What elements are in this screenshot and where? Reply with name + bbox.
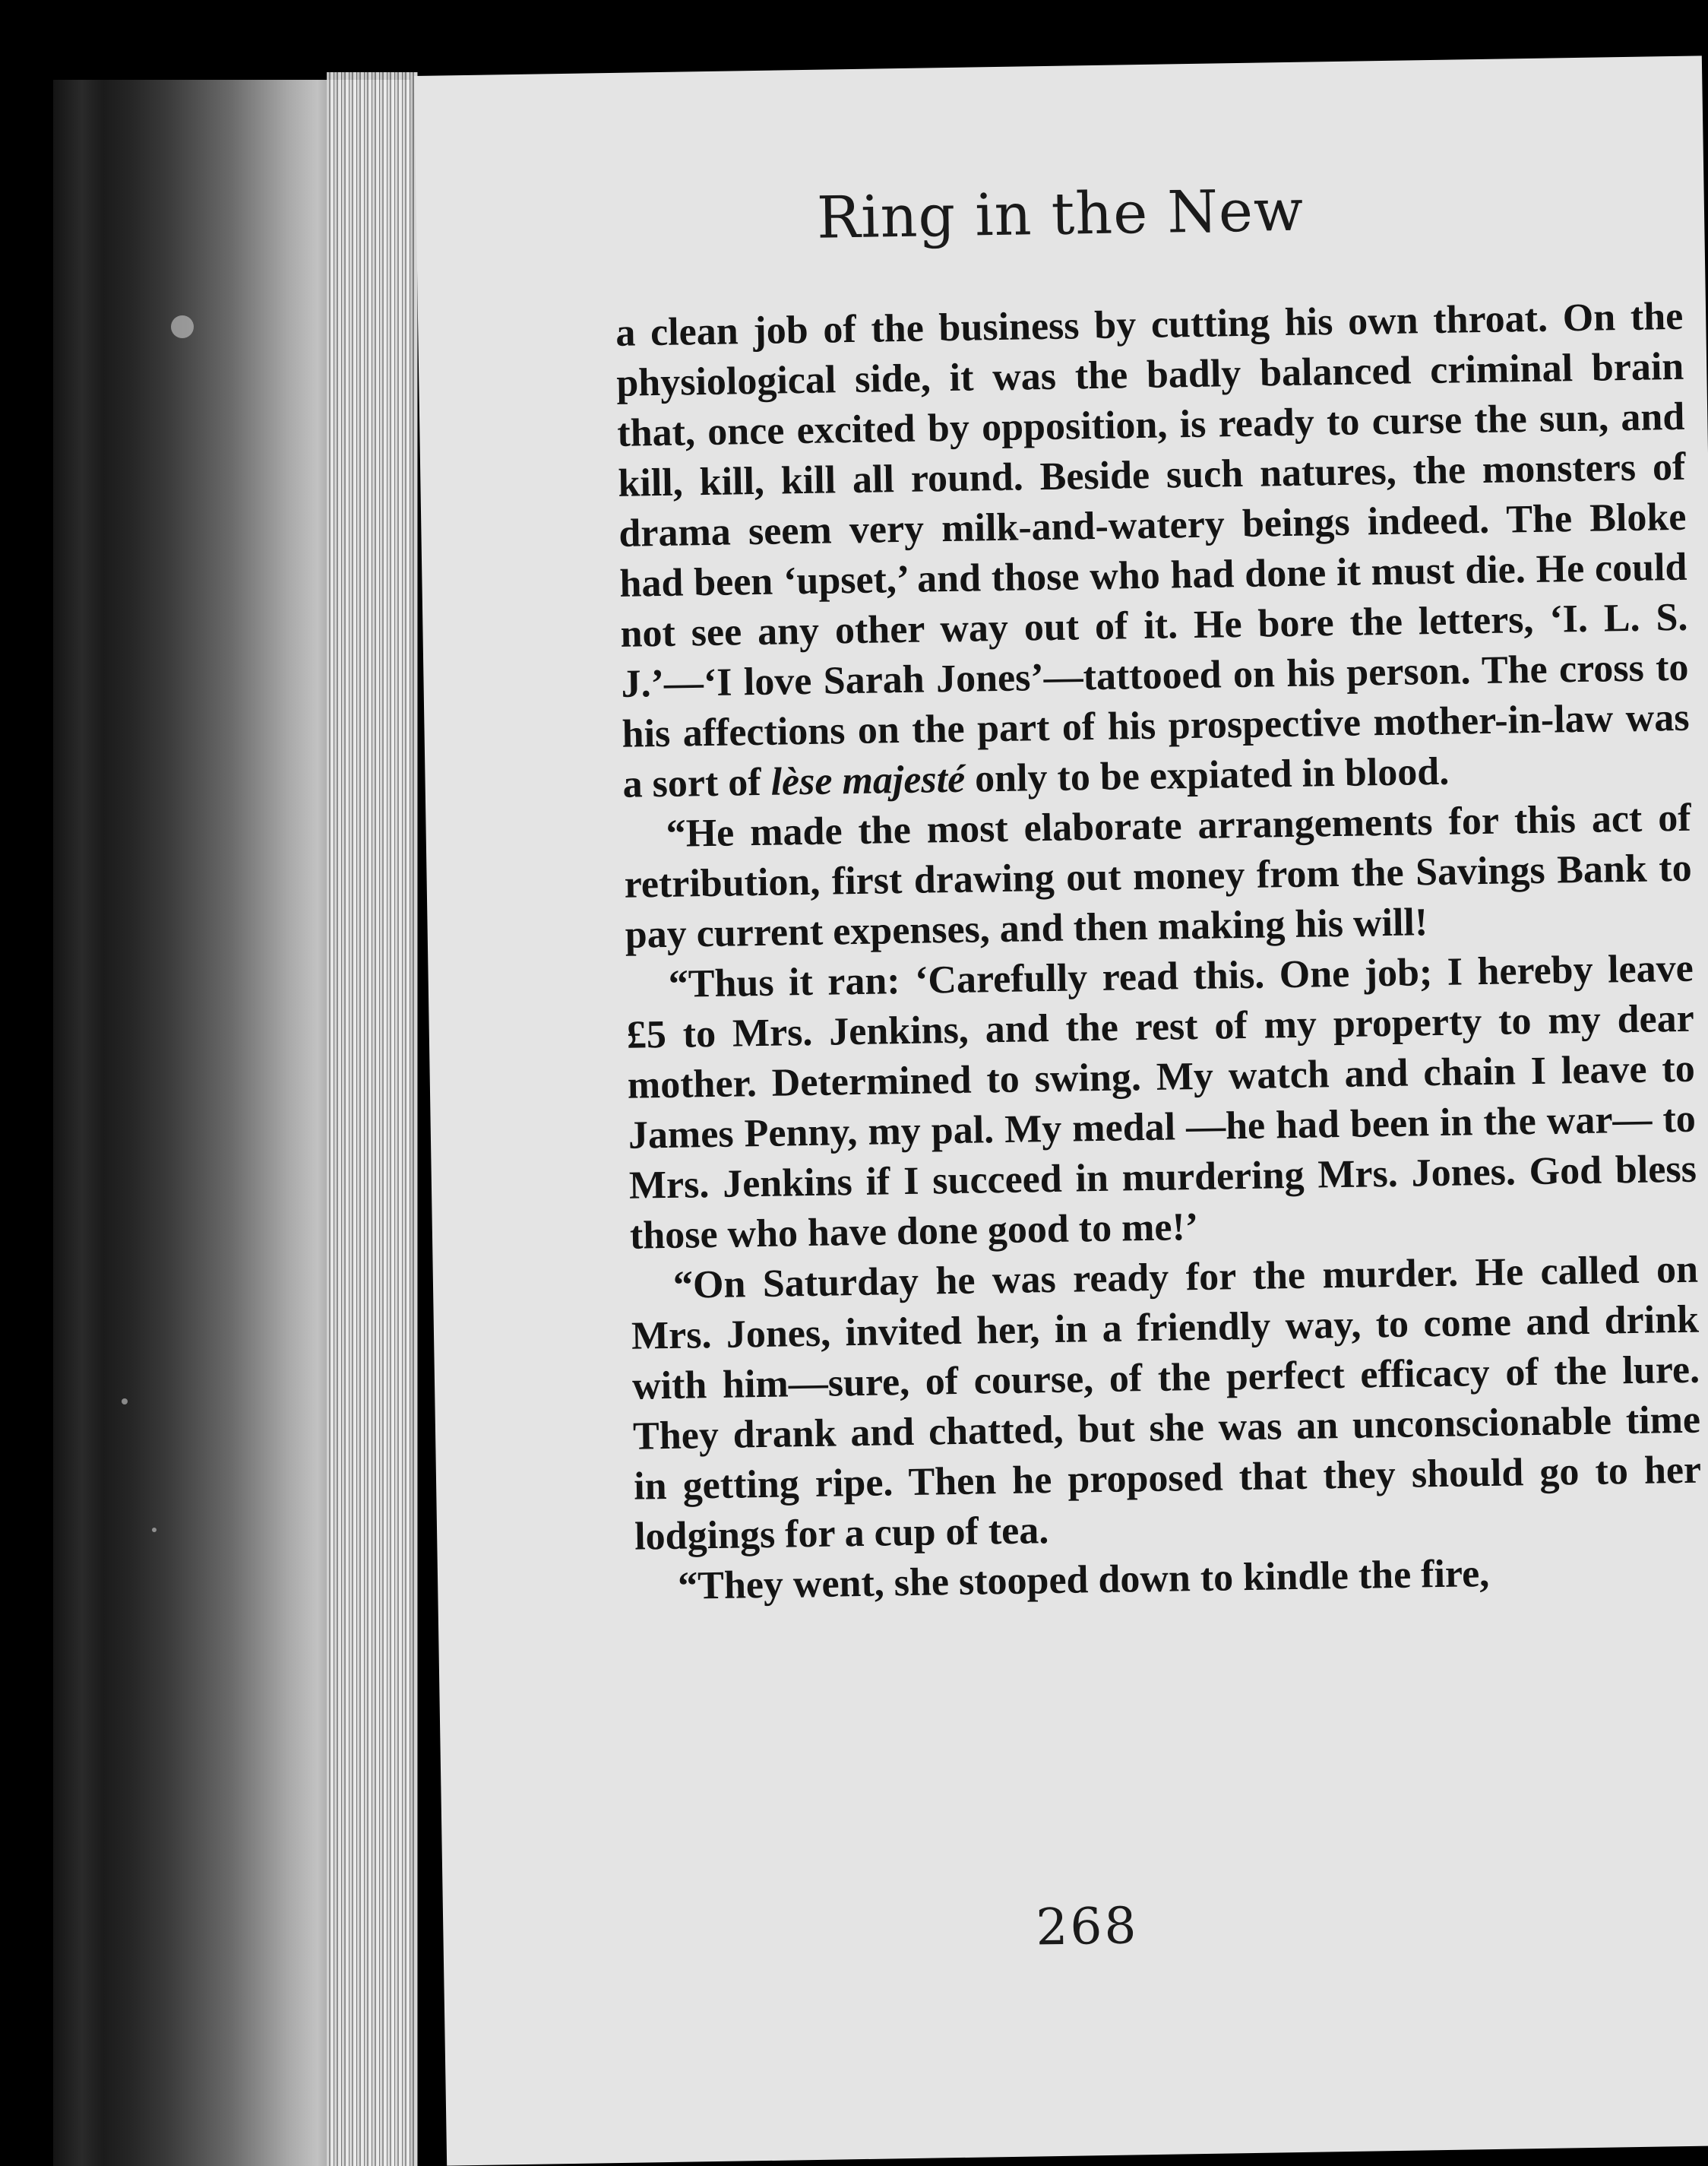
body-text <box>615 292 1703 1613</box>
paragraph <box>623 793 1693 961</box>
text-run: “He made the most elaborate arrangements for this act of retribution, first drawing out money from the Savings Bank to pay current expenses, and then making his will! <box>624 796 1693 957</box>
dust-speck <box>171 315 194 338</box>
paragraph <box>625 944 1697 1262</box>
text-run: “They went, she stooped down to kindle the fire, <box>677 1552 1490 1608</box>
paragraph <box>615 292 1691 810</box>
text-run: only to be expiated in blood. <box>964 749 1450 801</box>
book-page <box>414 55 1708 2165</box>
dust-speck <box>152 1528 157 1532</box>
text-run: “On Saturday he was ready for the murder. He called on Mrs. Jones, invited her, in a friendly way, to come and drink with him—sure, of course, of the perfect efficacy of the lure. They drank and chatted, but she was an unconscionable time in getting ripe. Then he proposed that they should go to her lodgings for a cup of tea. <box>631 1247 1702 1559</box>
running-head: Ring in the New <box>816 176 1305 252</box>
dust-speck <box>122 1398 128 1404</box>
page-edges <box>327 72 418 2166</box>
paragraph <box>631 1245 1703 1563</box>
page-number: 268 <box>1035 1896 1139 1957</box>
text-run: “Thus it ran: ‘Carefully read this. One job; I hereby leave £5 to Mrs. Jenkins, and the rest of my property to my dear mother. Determined to swing. My watch and chain I leave to James Penny, my pal. My medal —he had been in the war— to Mrs. Jenkins if I succeed in murdering Mrs. Jones. God bless those who have done good to me!’ <box>626 946 1697 1258</box>
text-run: a clean job of the business by cutting his own throat. On the physiological side, it was the badly balanced criminal brain that, once excited by opposition, is ready to curse the sun, and kill, kill, kill all round. Beside such natures, the monsters of drama seem very milk-and-watery beings indeed. The Bloke had been ‘upset,’ and those who had done it must die. He could not see any other way out of it. He bore the letters, ‘I. L. S. J.’—‘I love Sarah Jones’—tattooed on his person. The cross to his affections on the part of his prospective mother-in-law was a sort of <box>615 294 1690 806</box>
italic-text-run: lèse majesté <box>770 757 966 804</box>
